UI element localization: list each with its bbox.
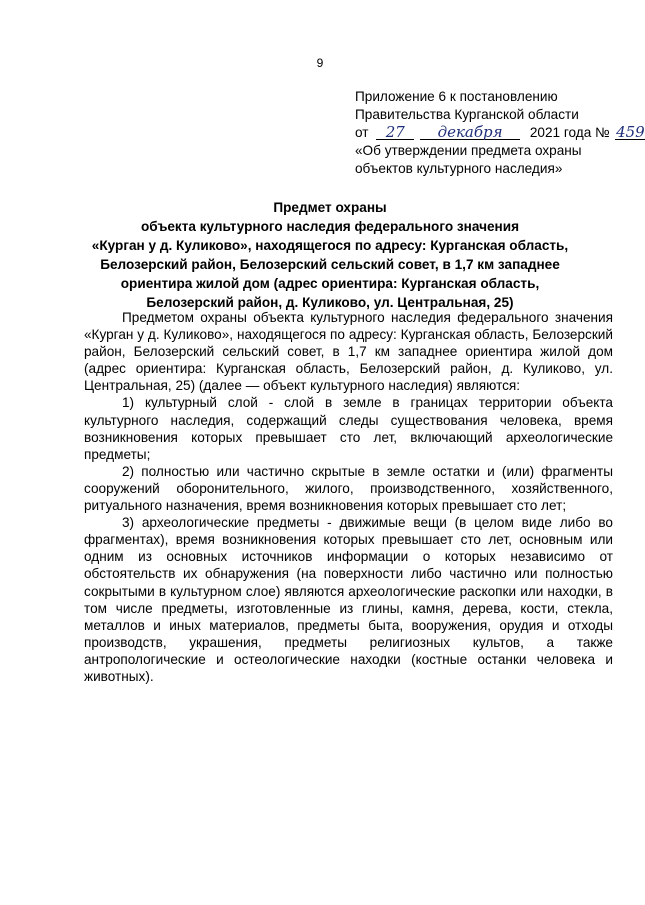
item-3-paragraph: 3) археологические предметы - движимые вещи (в целом виде либо во фрагментах), время возникновения которых превышает сто лет, основным или одним из основных источников информации о которых независимо от обстоятельств их обнаружения (на поверхности либо частично или полностью сокрытыми в культурном слое) являются археологические раскопки или находки, в том числе предметы, изготовленные из глины, камня, дерева, кости, стекла, металлов и иных материалов, предметы быта, вооружения, орудия и отходы производств, украшения, предметы религиозных культов, а также антропологические и остеологические находки (костные останки человека и животных). bbox=[84, 515, 613, 684]
appendix-year-text: 2021 года № bbox=[529, 125, 610, 140]
title-line-6: Белозерский район, д. Куликово, ул. Центральная, 25) bbox=[146, 295, 514, 310]
appendix-line-4: «Об утверждении предмета охраны bbox=[355, 143, 582, 158]
intro-paragraph: Предметом охраны объекта культурного наследия федерального значения «Курган у д. Куликово», находящегося по адресу: Курганская область, Белозерский район, Белозерский сельский совет, в 1,7 км западнее ориентира жилой дом (адрес ориентира: Курганская область, Белозерский район, д. Куликово, ул. Центральная, 25) (далее — объект культурного наследия) являются: bbox=[84, 310, 613, 394]
appendix-from-label: от bbox=[355, 125, 369, 140]
title-line-4: Белозерский район, Белозерский сельский совет, в 1,7 км западнее bbox=[100, 257, 560, 272]
item-1-paragraph: 1) культурный слой - слой в земле в границах территории объекта культурного наследия, содержащий следы существования человека, время возникновения которых превышает сто лет, включающий археологические предметы; bbox=[84, 395, 613, 462]
appendix-line-5: объектов культурного наследия» bbox=[355, 161, 563, 176]
appendix-line-2: Правительства Курганской области bbox=[355, 107, 579, 122]
appendix-header bbox=[355, 88, 645, 178]
title-line-2: объекта культурного наследия федерального значения bbox=[140, 219, 520, 234]
document-body bbox=[84, 309, 613, 685]
document-title bbox=[60, 198, 600, 312]
handwritten-month: декабря bbox=[420, 125, 520, 140]
page-number: 9 bbox=[316, 56, 324, 70]
title-line-1: Предмет охраны bbox=[273, 200, 387, 215]
item-2-paragraph: 2) полностью или частично скрытые в земле остатки и (или) фрагменты сооружений оборонительного, жилого, производственного, хозяйственного, ритуального назначения, время возникновения которых превышает сто лет; bbox=[84, 463, 613, 514]
appendix-line-1: Приложение 6 к постановлению bbox=[355, 89, 558, 104]
appendix-date-line bbox=[355, 123, 645, 142]
handwritten-day: 27 bbox=[376, 125, 414, 140]
handwritten-number: 459 bbox=[616, 123, 645, 141]
title-line-3: «Курган у д. Куликово», находящегося по адресу: Курганская область, bbox=[91, 238, 569, 253]
title-line-5: ориентира жилой дом (адрес ориентира: Курганская область, bbox=[120, 276, 540, 291]
